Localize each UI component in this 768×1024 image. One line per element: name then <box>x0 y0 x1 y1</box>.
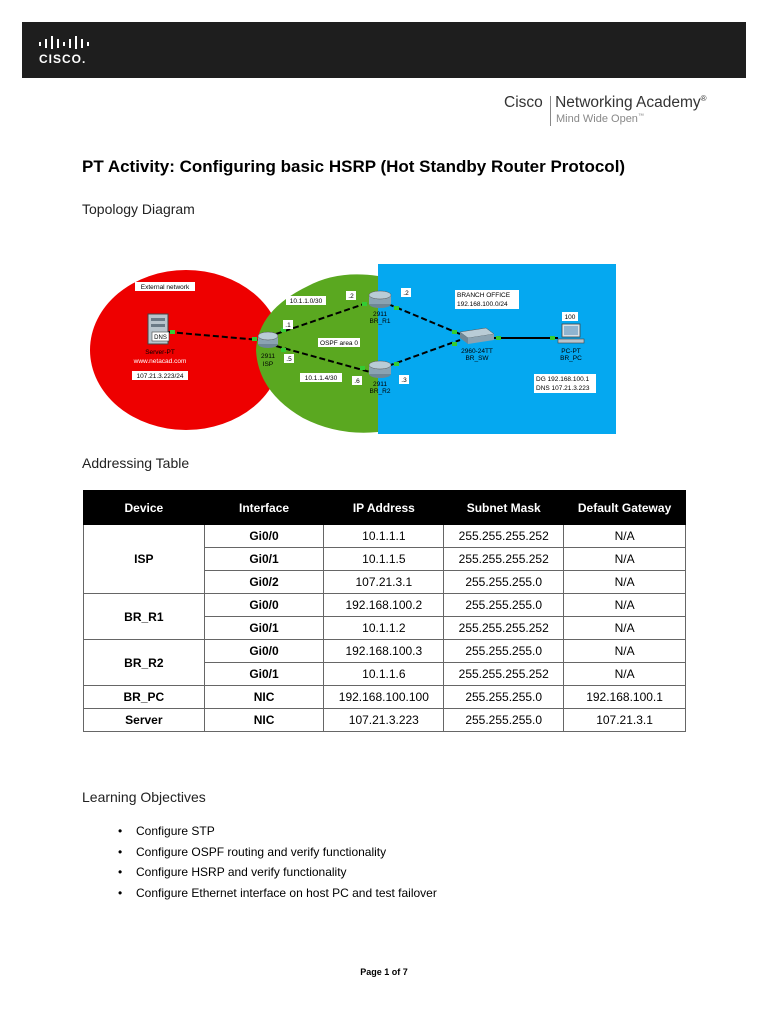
octet-isp-r1: .1 <box>285 322 291 329</box>
octet-r1-isp: .2 <box>348 293 354 300</box>
external-network-label: External network <box>140 284 190 291</box>
interface-cell: Gi0/0 <box>204 640 324 663</box>
interface-cell: Gi0/1 <box>204 548 324 571</box>
academy-divider <box>550 96 551 126</box>
link-status-icon <box>362 302 367 306</box>
ip-address-cell: 10.1.1.6 <box>324 663 444 686</box>
subnet-mask-cell: 255.255.255.252 <box>444 525 564 548</box>
subnet-mask-cell: 255.255.255.0 <box>444 686 564 709</box>
router-icon <box>258 332 278 348</box>
gateway-cell: 107.21.3.1 <box>564 709 686 732</box>
objective-text: Configure HSRP and verify functionality <box>136 865 347 880</box>
ip-address-cell: 107.21.3.223 <box>324 709 444 732</box>
bullet-icon: • <box>118 886 123 901</box>
gateway-cell: N/A <box>564 640 686 663</box>
interface-cell: NIC <box>204 686 324 709</box>
pc-type-label: PC-PT <box>561 348 581 355</box>
router-icon <box>369 291 391 308</box>
r2-name-label: BR_R2 <box>369 388 391 395</box>
table-row <box>84 709 686 732</box>
interface-cell: Gi0/1 <box>204 663 324 686</box>
device-cell: BR_R2 <box>84 640 205 686</box>
link-status-icon <box>496 336 501 340</box>
table-row <box>84 594 686 617</box>
academy-brand: Cisco <box>504 94 543 112</box>
link-status-icon <box>550 336 555 340</box>
pc-dns-label: DNS 107.21.3.223 <box>536 385 590 392</box>
subnet-mask-cell: 255.255.255.252 <box>444 548 564 571</box>
pc-dg-label: DG 192.168.100.1 <box>536 376 590 383</box>
objective-item <box>118 824 437 845</box>
bullet-icon: • <box>118 844 123 859</box>
addressing-heading: Addressing Table <box>82 455 190 471</box>
link-status-icon <box>452 330 457 334</box>
bullet-icon: • <box>118 865 123 880</box>
cisco-logo <box>38 36 98 66</box>
table-row <box>84 686 686 709</box>
octet-r2-lan: .3 <box>401 377 407 384</box>
column-header: IP Address <box>324 491 444 525</box>
server-ip-label: 107.21.3.223/24 <box>136 373 184 380</box>
objective-text: Configure OSPF routing and verify functionality <box>136 844 387 859</box>
objective-item <box>118 886 437 907</box>
academy-name: Networking Academy <box>555 94 701 112</box>
gateway-cell: N/A <box>564 663 686 686</box>
interface-cell: Gi0/1 <box>204 617 324 640</box>
subnet-mask-cell: 255.255.255.0 <box>444 594 564 617</box>
table-body <box>84 525 686 732</box>
academy-branding <box>504 94 744 130</box>
link-status-icon <box>394 306 399 310</box>
octet-r1-lan: .2 <box>403 290 409 297</box>
dns-label: DNS <box>154 335 167 341</box>
gateway-cell: N/A <box>564 571 686 594</box>
interface-cell: Gi0/0 <box>204 525 324 548</box>
isp-model-label: 2911 <box>261 353 275 360</box>
net2-label: 10.1.1.4/30 <box>304 375 338 382</box>
subnet-mask-cell: 255.255.255.0 <box>444 571 564 594</box>
objectives-list <box>118 824 437 907</box>
academy-tagline: Mind Wide Open™ <box>556 113 644 125</box>
interface-cell: Gi0/0 <box>204 594 324 617</box>
table-header-row <box>84 491 686 525</box>
gateway-cell: N/A <box>564 548 686 571</box>
interface-cell: NIC <box>204 709 324 732</box>
pc-icon <box>558 324 584 343</box>
ip-address-cell: 192.168.100.2 <box>324 594 444 617</box>
branch-office-label: BRANCH OFFICE <box>457 292 511 299</box>
objective-text: Configure STP <box>136 824 215 838</box>
external-zone <box>90 270 282 430</box>
subnet-mask-cell: 255.255.255.0 <box>444 640 564 663</box>
academy-title <box>504 94 707 112</box>
interface-cell: Gi0/2 <box>204 571 324 594</box>
isp-name-label: ISP <box>262 361 274 368</box>
page-title: PT Activity: Configuring basic HSRP (Hot Standby Router Protocol) <box>82 157 626 176</box>
topology-diagram <box>88 262 618 434</box>
switch-name-label: BR_SW <box>465 355 489 362</box>
column-header: Default Gateway <box>564 491 686 525</box>
octet-r2-isp: .6 <box>354 378 360 385</box>
device-cell: BR_R1 <box>84 594 205 640</box>
ospf-label: OSPF area 0 <box>320 340 358 347</box>
bullet-icon: • <box>118 824 123 838</box>
ip-address-cell: 192.168.100.100 <box>324 686 444 709</box>
r1-model-label: 2911 <box>373 311 387 318</box>
column-header: Subnet Mask <box>444 491 564 525</box>
subnet-mask-cell: 255.255.255.252 <box>444 617 564 640</box>
ip-address-cell: 10.1.1.2 <box>324 617 444 640</box>
addressing-table <box>83 490 686 732</box>
objectives-heading: Learning Objectives <box>82 789 206 805</box>
cisco-bars-icon <box>38 36 98 50</box>
pc-host-label: 100 <box>564 314 576 321</box>
link-status-icon <box>360 366 365 370</box>
objective-item <box>118 845 437 866</box>
page-footer: Page 1 of 7 <box>360 967 408 977</box>
subnet-mask-cell: 255.255.255.252 <box>444 663 564 686</box>
router-icon <box>369 361 391 378</box>
ip-address-cell: 107.21.3.1 <box>324 571 444 594</box>
subnet-mask-cell: 255.255.255.0 <box>444 709 564 732</box>
pc-name-label: BR_PC <box>560 355 582 362</box>
switch-model-label: 2960-24TT <box>461 348 493 355</box>
table-row <box>84 525 686 548</box>
ip-address-cell: 10.1.1.1 <box>324 525 444 548</box>
link-status-icon <box>170 330 175 334</box>
gateway-cell: N/A <box>564 617 686 640</box>
device-cell: ISP <box>84 525 205 594</box>
link-status-icon <box>281 348 286 352</box>
gateway-cell: 192.168.100.1 <box>564 686 686 709</box>
ip-address-cell: 192.168.100.3 <box>324 640 444 663</box>
table-row <box>84 640 686 663</box>
header-bar <box>22 22 746 78</box>
r1-name-label: BR_R1 <box>369 318 391 325</box>
column-header: Interface <box>204 491 324 525</box>
r2-model-label: 2911 <box>373 381 387 388</box>
ip-address-cell: 10.1.1.5 <box>324 548 444 571</box>
net1-label: 10.1.1.0/30 <box>289 298 323 305</box>
link-status-icon <box>252 337 257 341</box>
gateway-cell: N/A <box>564 525 686 548</box>
server-type-label: Server-PT <box>145 349 175 356</box>
link-status-icon <box>452 342 457 346</box>
link-status-icon <box>394 362 399 366</box>
cisco-wordmark: CISCO. <box>39 52 87 66</box>
objective-text: Configure Ethernet interface on host PC and test failover <box>136 886 437 901</box>
objective-item <box>118 865 437 886</box>
academy-registered: ® <box>700 94 707 103</box>
octet-isp-r2: .5 <box>286 356 292 363</box>
column-header: Device <box>84 491 205 525</box>
topology-heading: Topology Diagram <box>82 201 195 217</box>
device-cell: Server <box>84 709 205 732</box>
server-host-label: www.netacad.com <box>133 358 187 365</box>
gateway-cell: N/A <box>564 594 686 617</box>
branch-net-label: 192.168.100.0/24 <box>457 301 508 308</box>
device-cell: BR_PC <box>84 686 205 709</box>
